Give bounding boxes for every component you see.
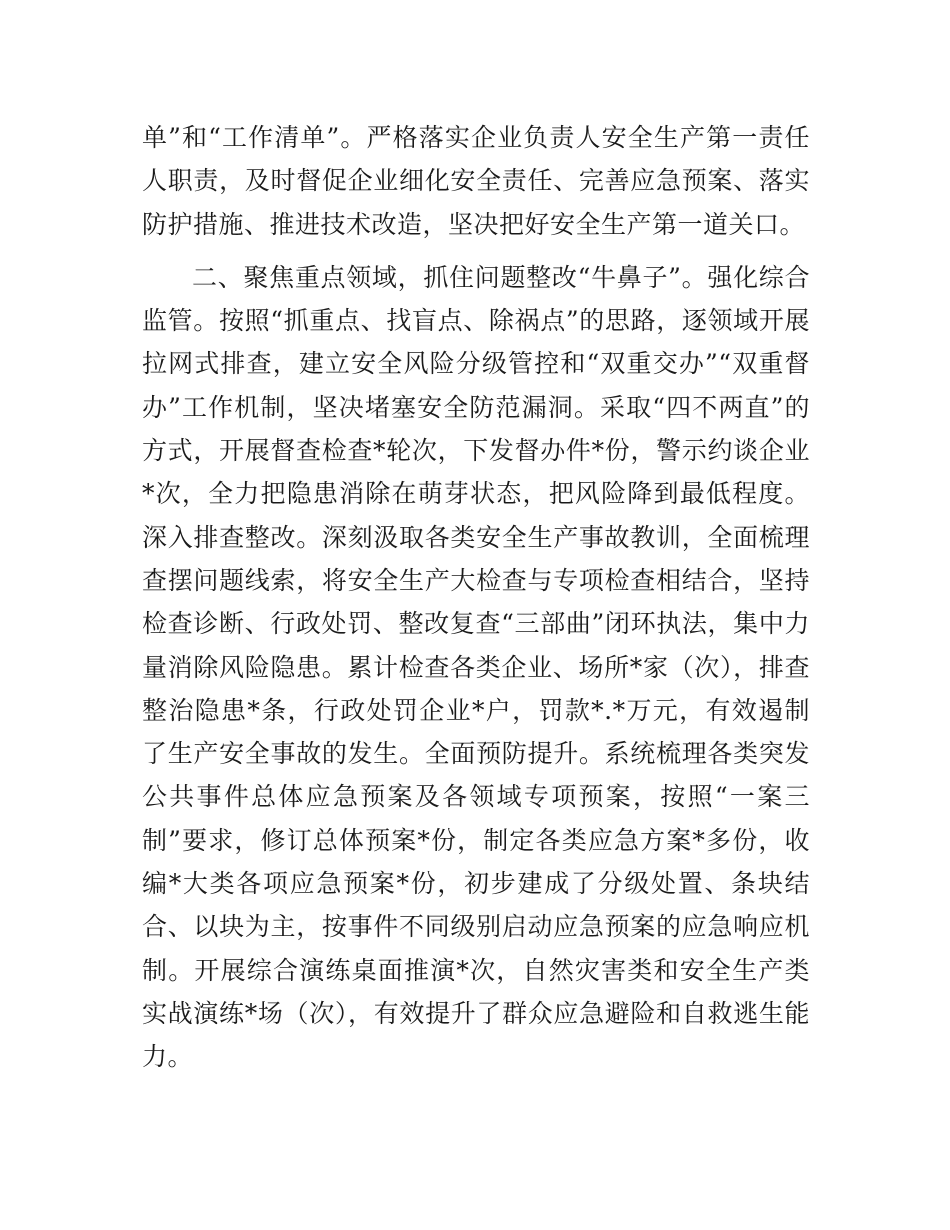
paragraph-section-two: 二、聚焦重点领域，抓住问题整改“牛鼻子”。强化综合监管。按照“抓重点、找盲点、除祸点”的思路，逐领域开展拉网式排查，建立安全风险分级管控和“双重交办”“双重督办”工作机制，坚决堵塞安全防范漏洞。采取“四不两直”的方式，开展督查检查*轮次，下发督办件*份，警示约谈企业*次，全力把隐患消除在萌芽状态，把风险降到最低程度。深入排查整改。深刻汲取各类安全生产事故教训，全面梳理查摆问题线索，将安全生产大检查与专项检查相结合，坚持检查诊断、行政处罚、整改复查“三部曲”闭环执法，集中力量消除风险隐患。累计检查各类企业、场所*家（次），排查整治隐患*条，行政处罚企业*户，罚款*.*万元，有效遏制了生产安全事故的发生。全面预防提升。系统梳理各类突发公共事件总体应急预案及各领域专项预案，按照“一案三制”要求，修订总体预案*份，制定各类应急方案*多份，收编*大类各项应急预案*份，初步建成了分级处置、条块结合、以块为主，按事件不同级别启动应急预案的应急响应机制。开展综合演练桌面推演*次，自然灾害类和安全生产类实战演练*场（次），有效提升了群众应急避险和自救逃生能力。	[142, 262, 810, 1072]
paragraph-continuation: 单”和“工作清单”。严格落实企业负责人安全生产第一责任人职责，及时督促企业细化安全责任、完善应急预案、落实防护措施、推进技术改造，坚决把好安全生产第一道关口。	[142, 123, 810, 239]
document-body	[142, 116, 810, 1079]
